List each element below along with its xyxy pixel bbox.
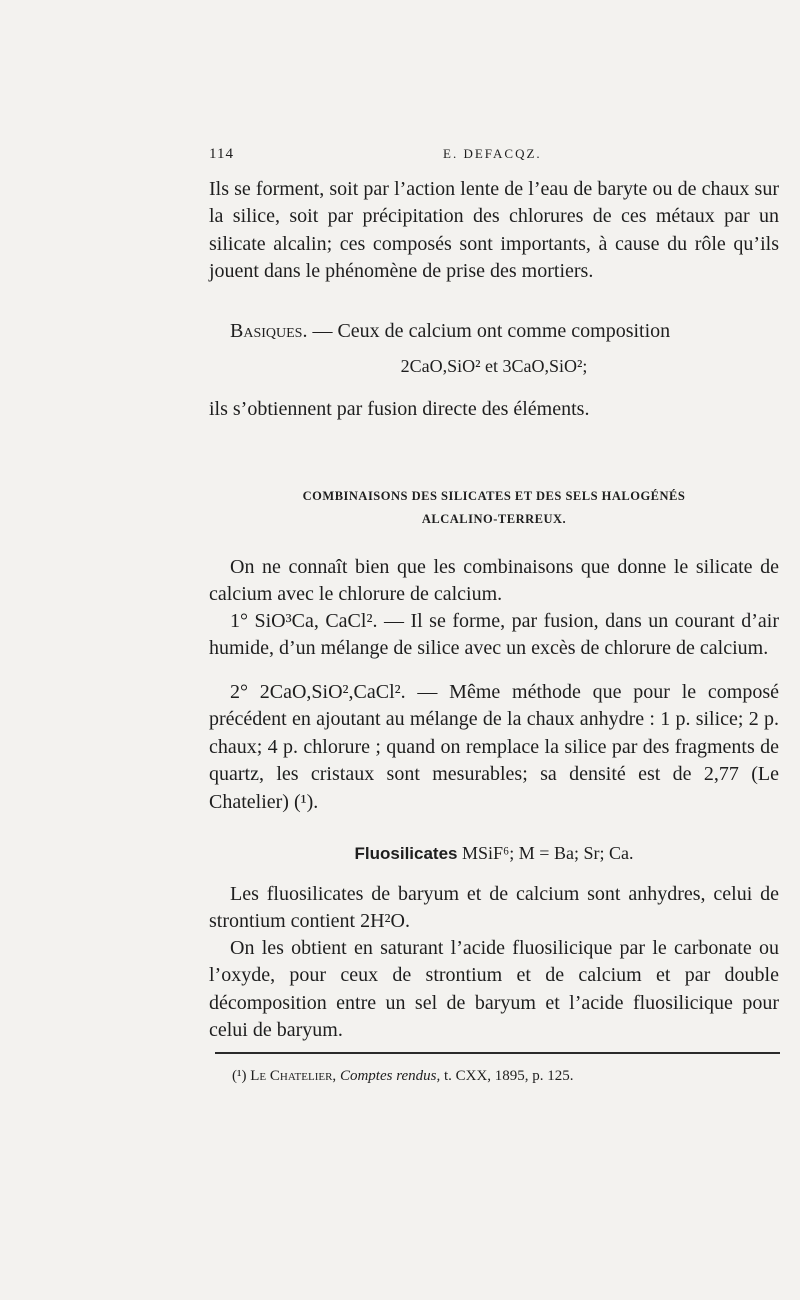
fluosilicates-heading	[209, 843, 779, 864]
calcium-silicate-formula: 2CaO,SiO² et 3CaO,SiO²;	[400, 356, 588, 376]
section-title-line-1: COMBINAISONS DES SILICATES ET DES SELS HALOGÉNÉS	[302, 489, 686, 503]
page-header	[209, 146, 779, 170]
paragraph-combinaisons-intro: On ne connaît bien que les combinaisons que donne le silicate de calcium avec le chlorure de calcium.	[209, 556, 779, 606]
basiques-text: — Ceux de calcium ont comme composition	[307, 320, 671, 342]
section-title-line-2: ALCALINO-TERREUX.	[421, 512, 567, 526]
paragraph-compound-2: 2° 2CaO,SiO²,CaCl². — Même méthode que pour le composé précédent en ajoutant au mélange de la chaux anhydre : 1 p. silice; 2 p. chaux; 4 p. chlorure ; quand on remplace la silice par des fragments de quartz, les cristaux sont mesurables; sa densité est de 2,77 (Le Chatelier) (¹).	[209, 681, 779, 813]
basiques-label: Basiques.	[230, 320, 308, 342]
paragraph-basiques	[209, 318, 779, 345]
fluosilicates-formula: MSiF⁶; M = Ba; Sr; Ca.	[457, 843, 634, 863]
footnote-marker: (¹)	[232, 1068, 251, 1084]
paragraph-fluosilicates-properties: Les fluosilicates de baryum et de calcium sont anhydres, celui de strontium contient 2H²O.	[209, 883, 779, 933]
fluosilicates-label: Fluosilicates	[354, 844, 458, 863]
footnote-reference: t. CXX, 1895, p. 125.	[440, 1068, 574, 1084]
running-head: E. DEFACQZ.	[443, 146, 542, 161]
paragraph-fusion: ils s’obtiennent par fusion directe des éléments.	[209, 398, 590, 420]
footnote-rule	[215, 1052, 780, 1054]
footnote-journal: Comptes rendus,	[336, 1068, 441, 1084]
footnote-author: Le Chatelier,	[250, 1068, 337, 1084]
paragraph-fluosilicates-preparation: On les obtient en saturant l’acide fluosilicique par le carbonate ou l’oxyde, pour ceux de strontium et de calcium et par double décomposition entre un sel de baryum et l’acide fluosilicique pour celui de baryum.	[209, 937, 779, 1042]
footnote	[232, 1068, 782, 1085]
paragraph-formation: Ils se forment, soit par l’action lente de l’eau de baryte ou de chaux sur la silice, soit par précipitation des chlorures de ces métaux par un silicate alcalin; ces composés sont importants, à cause du rôle qu’ils jouent dans le phénomène de prise des mortiers.	[209, 178, 779, 283]
page-number: 114	[209, 146, 234, 162]
paragraph-compound-1: 1° SiO³Ca, CaCl². — Il se forme, par fusion, dans un courant d’air humide, d’un mélange de silice avec un excès de chlorure de calcium.	[209, 610, 779, 660]
